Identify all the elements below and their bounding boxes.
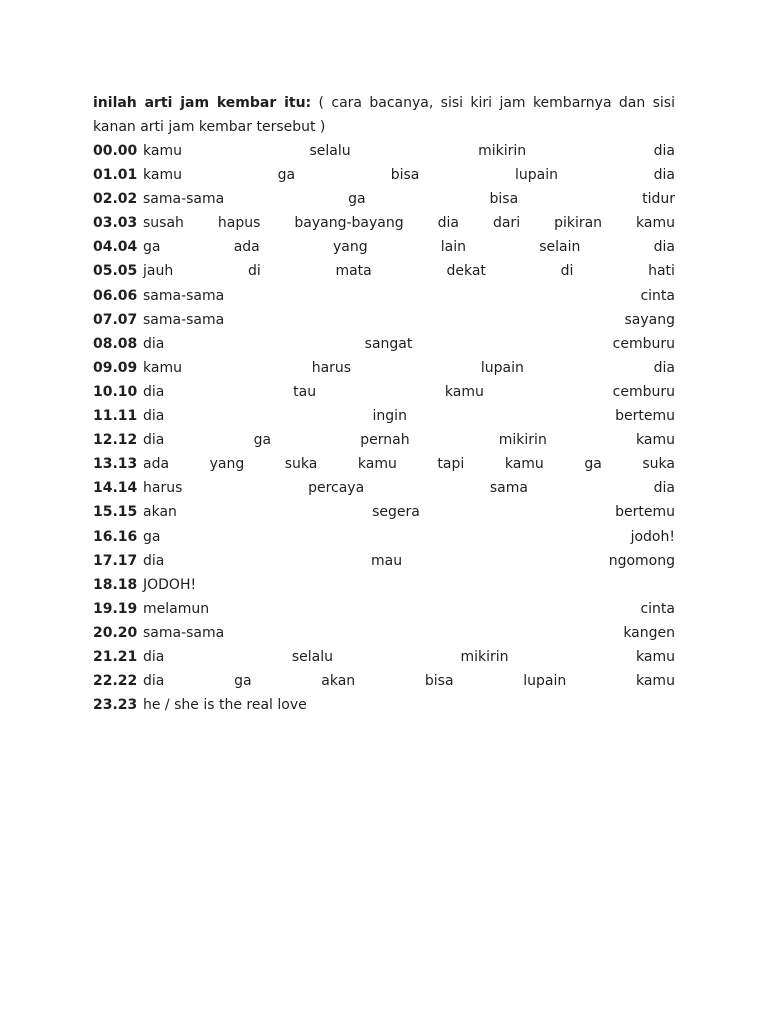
meaning-word: dia bbox=[143, 335, 165, 352]
meaning-word: tau bbox=[293, 383, 317, 400]
meaning-word: cinta bbox=[640, 287, 675, 304]
meaning-word: lupain bbox=[523, 673, 567, 690]
meaning-word: suka bbox=[642, 456, 675, 473]
entry-meaning bbox=[143, 284, 675, 308]
meaning-word: kamu bbox=[444, 383, 484, 400]
meaning-word: sama-sama bbox=[143, 191, 225, 208]
list-item bbox=[93, 356, 675, 380]
meaning-word: dia bbox=[653, 143, 675, 159]
meaning-word: cemburu bbox=[612, 383, 675, 400]
entry-time: 02.02 bbox=[93, 191, 138, 208]
entry-time: 13.13 bbox=[93, 456, 138, 473]
list-item bbox=[93, 621, 675, 645]
meaning-word: tidur bbox=[642, 191, 675, 208]
meaning-word: ga bbox=[234, 673, 252, 690]
entry-time: 04.04 bbox=[93, 239, 138, 256]
list-item bbox=[93, 500, 675, 524]
meaning-word: yang bbox=[209, 456, 245, 473]
entry-time: 05.05 bbox=[93, 263, 138, 280]
meaning-word: kamu bbox=[636, 432, 675, 449]
meaning-word: kangen bbox=[623, 624, 675, 641]
meaning-word: percaya bbox=[308, 480, 365, 497]
entry-meaning bbox=[143, 259, 675, 283]
entry-time: 11.11 bbox=[93, 408, 138, 425]
list-item bbox=[93, 452, 675, 476]
meaning-word: selain bbox=[539, 239, 581, 256]
meaning-word: kamu bbox=[143, 167, 182, 184]
meaning-word: cinta bbox=[640, 600, 675, 617]
meaning-word: dia bbox=[143, 383, 165, 400]
meaning-word: mikirin bbox=[460, 648, 509, 665]
meaning-word: sama bbox=[489, 480, 528, 497]
meaning-word: sama-sama bbox=[143, 287, 225, 304]
meaning-word: mikirin bbox=[498, 432, 547, 449]
list-item bbox=[93, 404, 675, 428]
intro-text: ( cara bacanya, sisi kiri jam kembarnya dan sisi kanan arti jam kembar tersebut ) bbox=[93, 95, 675, 135]
meaning-word: ingin bbox=[372, 408, 407, 425]
list-item bbox=[93, 669, 675, 693]
entry-time: 08.08 bbox=[93, 335, 138, 352]
entry-time: 23.23 bbox=[93, 697, 138, 714]
meaning-word: ga bbox=[348, 191, 366, 208]
meaning-word: dia bbox=[653, 359, 675, 376]
entry-meaning bbox=[143, 573, 675, 597]
entry-meaning bbox=[143, 211, 675, 235]
entry-meaning bbox=[143, 404, 675, 428]
meaning-word: ga bbox=[143, 528, 161, 545]
list-item bbox=[93, 645, 675, 669]
list-item bbox=[93, 573, 675, 597]
entry-time: 06.06 bbox=[93, 287, 138, 304]
entry-meaning bbox=[143, 693, 675, 717]
document-content bbox=[93, 91, 675, 717]
entry-meaning bbox=[143, 380, 675, 404]
meaning-word: he / she is the real love bbox=[143, 697, 307, 714]
meaning-word: pernah bbox=[360, 432, 410, 449]
meaning-word: ga bbox=[143, 239, 161, 256]
meaning-word: hati bbox=[648, 263, 675, 280]
entry-meaning bbox=[143, 428, 675, 452]
entry-meaning bbox=[143, 332, 675, 356]
list-item bbox=[93, 428, 675, 452]
meaning-word: bisa bbox=[424, 673, 454, 690]
meaning-word: tapi bbox=[437, 456, 465, 473]
entry-meaning bbox=[143, 163, 675, 187]
meaning-word: sama-sama bbox=[143, 624, 225, 641]
meaning-word: mau bbox=[370, 552, 403, 569]
meaning-word: kamu bbox=[357, 456, 397, 473]
meaning-word: dia bbox=[437, 215, 459, 232]
meaning-word: dekat bbox=[446, 263, 486, 280]
meaning-word: mata bbox=[335, 263, 372, 280]
meaning-word: kamu bbox=[636, 215, 675, 232]
meaning-word: JODOH! bbox=[143, 576, 197, 593]
entry-time: 20.20 bbox=[93, 624, 138, 641]
intro-paragraph bbox=[93, 91, 675, 139]
entry-time: 21.21 bbox=[93, 648, 138, 665]
entry-meaning bbox=[143, 549, 675, 573]
list-item bbox=[93, 284, 675, 308]
list-item bbox=[93, 476, 675, 500]
meaning-word: selalu bbox=[309, 143, 351, 159]
meaning-word: pikiran bbox=[554, 215, 603, 232]
meaning-word: dia bbox=[143, 432, 165, 449]
meaning-word: bisa bbox=[489, 191, 519, 208]
meaning-word: segera bbox=[372, 504, 420, 521]
list-item bbox=[93, 308, 675, 332]
meaning-word: harus bbox=[143, 480, 183, 497]
list-item bbox=[93, 525, 675, 549]
meaning-word: dia bbox=[143, 673, 165, 690]
list-item bbox=[93, 187, 675, 211]
meaning-word: dia bbox=[653, 167, 675, 184]
meaning-word: harus bbox=[311, 359, 352, 376]
entry-time: 00.00 bbox=[93, 143, 138, 159]
meaning-word: di bbox=[560, 263, 574, 280]
entry-meaning bbox=[143, 597, 675, 621]
meaning-word: lupain bbox=[515, 167, 558, 184]
entry-time: 10.10 bbox=[93, 383, 138, 400]
meaning-word: dia bbox=[143, 648, 165, 665]
entry-meaning bbox=[143, 187, 675, 211]
meaning-word: jodoh! bbox=[630, 528, 675, 545]
meaning-word: lain bbox=[440, 239, 467, 256]
meaning-word: ga bbox=[253, 432, 272, 449]
list-item bbox=[93, 332, 675, 356]
list-item bbox=[93, 211, 675, 235]
meaning-word: sama-sama bbox=[143, 311, 225, 328]
meaning-word: akan bbox=[321, 673, 356, 690]
entry-time: 18.18 bbox=[93, 576, 138, 593]
meaning-word: dari bbox=[492, 215, 521, 232]
list-item bbox=[93, 549, 675, 573]
meaning-word: jauh bbox=[143, 263, 174, 280]
meaning-word: bertemu bbox=[615, 408, 675, 425]
meaning-word: ga bbox=[277, 167, 296, 184]
meaning-word: kamu bbox=[143, 359, 182, 376]
meaning-word: susah bbox=[143, 215, 184, 232]
list-item bbox=[93, 597, 675, 621]
list-item bbox=[93, 163, 675, 187]
entry-meaning bbox=[143, 235, 675, 259]
meaning-word: kamu bbox=[635, 673, 675, 690]
list-item bbox=[93, 380, 675, 404]
entry-meaning bbox=[143, 621, 675, 645]
entry-meaning bbox=[143, 308, 675, 332]
entry-meaning bbox=[143, 476, 675, 500]
entry-time: 14.14 bbox=[93, 480, 138, 497]
meaning-word: yang bbox=[332, 239, 368, 256]
meaning-word: lupain bbox=[480, 359, 524, 376]
intro-heading: inilah arti jam kembar itu: bbox=[93, 95, 312, 111]
entry-meaning bbox=[143, 645, 675, 669]
entry-time: 07.07 bbox=[93, 311, 138, 328]
meaning-word: ga bbox=[584, 456, 602, 473]
meaning-word: hapus bbox=[217, 215, 261, 232]
entry-time: 12.12 bbox=[93, 432, 138, 449]
entry-time: 01.01 bbox=[93, 167, 138, 184]
entry-time: 22.22 bbox=[93, 673, 138, 690]
entry-meaning bbox=[143, 452, 675, 476]
meaning-word: dia bbox=[143, 552, 165, 569]
list-item bbox=[93, 235, 675, 259]
entry-meaning bbox=[143, 356, 675, 380]
meaning-word: kamu bbox=[504, 456, 544, 473]
list-item bbox=[93, 693, 675, 717]
meaning-word: ngomong bbox=[608, 552, 675, 569]
entry-time: 15.15 bbox=[93, 504, 138, 521]
meaning-word: ada bbox=[233, 239, 260, 256]
list-item bbox=[93, 259, 675, 283]
entry-meaning bbox=[143, 525, 675, 549]
meaning-word: dia bbox=[143, 408, 165, 425]
meaning-word: dia bbox=[653, 239, 675, 256]
meaning-word: dia bbox=[653, 480, 675, 497]
meaning-word: melamun bbox=[143, 600, 210, 617]
entry-time: 03.03 bbox=[93, 215, 138, 232]
meaning-word: mikirin bbox=[478, 143, 527, 159]
meaning-word: suka bbox=[284, 456, 318, 473]
entry-time: 17.17 bbox=[93, 552, 138, 569]
meaning-word: bayang-bayang bbox=[294, 215, 404, 232]
entry-meaning bbox=[143, 669, 675, 693]
meaning-word: bertemu bbox=[615, 504, 675, 521]
entry-meaning bbox=[143, 139, 675, 163]
list-item bbox=[93, 139, 675, 163]
meaning-word: di bbox=[247, 263, 261, 280]
entry-meaning bbox=[143, 500, 675, 524]
meaning-word: ada bbox=[143, 456, 170, 473]
meaning-word: kamu bbox=[143, 143, 182, 159]
meaning-word: sayang bbox=[624, 311, 675, 328]
twin-time-list bbox=[93, 139, 675, 717]
entry-time: 19.19 bbox=[93, 600, 138, 617]
meaning-word: cemburu bbox=[612, 335, 675, 352]
meaning-word: akan bbox=[143, 504, 177, 521]
meaning-word: selalu bbox=[291, 648, 333, 665]
entry-time: 09.09 bbox=[93, 359, 138, 376]
meaning-word: bisa bbox=[390, 167, 420, 184]
meaning-word: sangat bbox=[364, 335, 413, 352]
entry-time: 16.16 bbox=[93, 528, 138, 545]
meaning-word: kamu bbox=[636, 648, 675, 665]
